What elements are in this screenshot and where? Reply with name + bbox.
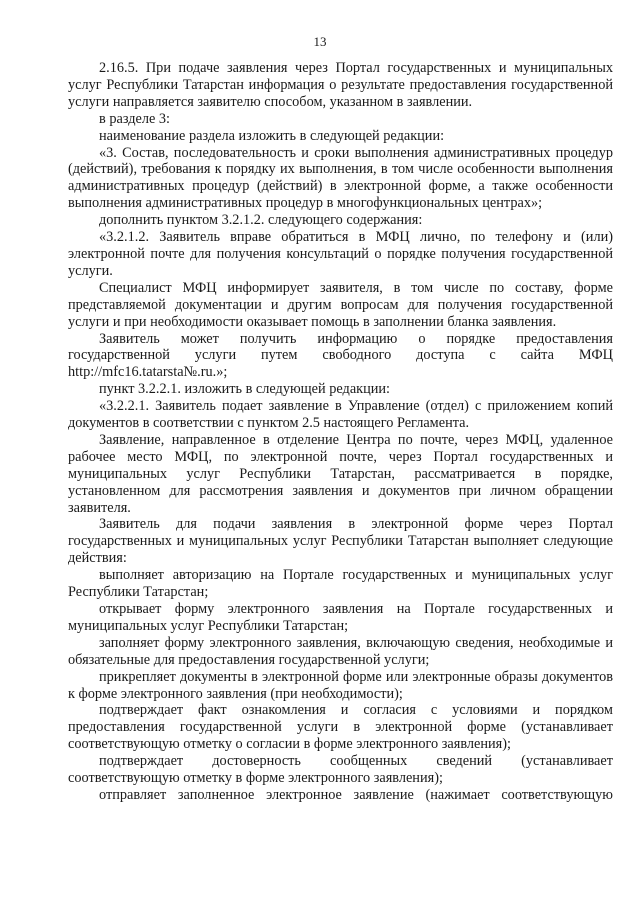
paragraph-section-title-quote: «3. Состав, последовательность и сроки выполнения административных процедур (действий), требования к порядку их выполнения, в том числе особенности выполнения административных процедур (действий) в электронной форме, а также особенности выполнения административных процедур в многофункциональных центрах»; — [68, 144, 613, 212]
paragraph-application-review: Заявление, направленное в отделение Центра по почте, через МФЦ, удаленное рабочее место МФЦ, по электронной почте, через Портал государственных и муниципальных услуг Республики Татарстан, рассматривается в порядке, установленном для рассмотрения заявления и документов при личном обращении заявителя. — [68, 431, 613, 516]
paragraph-mfc-website: Заявитель может получить информацию о порядке предоставления государственной услуги путем свободного доступа с сайта МФЦ http://mfc16.tatarsta№.ru.»; — [68, 330, 613, 381]
paragraph-action-confirm-consent: подтверждает факт ознакомления и согласия с условиями и порядком предоставления государственной услуги в электронной форме (устанавливает соответствующую отметку о согласии в форме электронного заявления); — [68, 702, 613, 753]
paragraph-action-submit: отправляет заполненное электронное заявление (нажимает соответствующую — [99, 786, 613, 803]
paragraph-3-2-1-2: «3.2.1.2. Заявитель вправе обратиться в МФЦ лично, по телефону и (или) электронной почте для получения консультаций о порядке получения государственной услуги. — [68, 229, 613, 279]
paragraph-action-open-form: открывает форму электронного заявления на Портале государственных и муниципальных услуг Республики Татарстан; — [68, 601, 613, 634]
paragraph-mfc-specialist: Специалист МФЦ информирует заявителя, в том числе по составу, форме представляемой документации и другим вопросам для получения государственной услуги и при необходимости оказывает помощь в заполнении бланка заявления. — [68, 279, 613, 330]
paragraph-section-name: наименование раздела изложить в следующей редакции: — [99, 127, 445, 144]
paragraph-section-3: в разделе 3: — [99, 110, 171, 127]
paragraph-2-16-5: 2.16.5. При подаче заявления через Портал государственных и муниципальных услуг Республики Татарстан информация о результате предоставления государственной услуги направляется заявителю способом, указанном в заявлении. — [68, 60, 613, 110]
paragraph-action-authorize: выполняет авторизацию на Портале государственных и муниципальных услуг Республики Татарстан; — [68, 567, 613, 601]
paragraph-action-confirm-accuracy: подтверждает достоверность сообщенных сведений (устанавливает соответствующую отметку в форме электронного заявления); — [68, 753, 613, 787]
paragraph-add-3-2-1-2: дополнить пунктом 3.2.1.2. следующего содержания: — [99, 212, 423, 229]
document-body — [68, 60, 613, 804]
paragraph-3-2-2-1: «3.2.2.1. Заявитель подает заявление в Управление (отдел) с приложением копий документов в соответствии с пунктом 2.5 настоящего Регламента. — [68, 398, 613, 432]
page-number: 13 — [313, 34, 327, 49]
paragraph-applicant-actions: Заявитель для подачи заявления в электронной форме через Портал государственных и муниципальных услуг Республики Татарстан выполняет следующие действия: — [68, 516, 613, 567]
paragraph-action-fill-form: заполняет форму электронного заявления, включающую сведения, необходимые и обязательные для предоставления государственной услуги; — [68, 634, 613, 668]
paragraph-change-3-2-2-1: пункт 3.2.2.1. изложить в следующей редакции: — [99, 381, 391, 398]
paragraph-action-attach: прикрепляет документы в электронной форме или электронные образы документов к форме электронного заявления (при необходимости); — [68, 668, 613, 702]
